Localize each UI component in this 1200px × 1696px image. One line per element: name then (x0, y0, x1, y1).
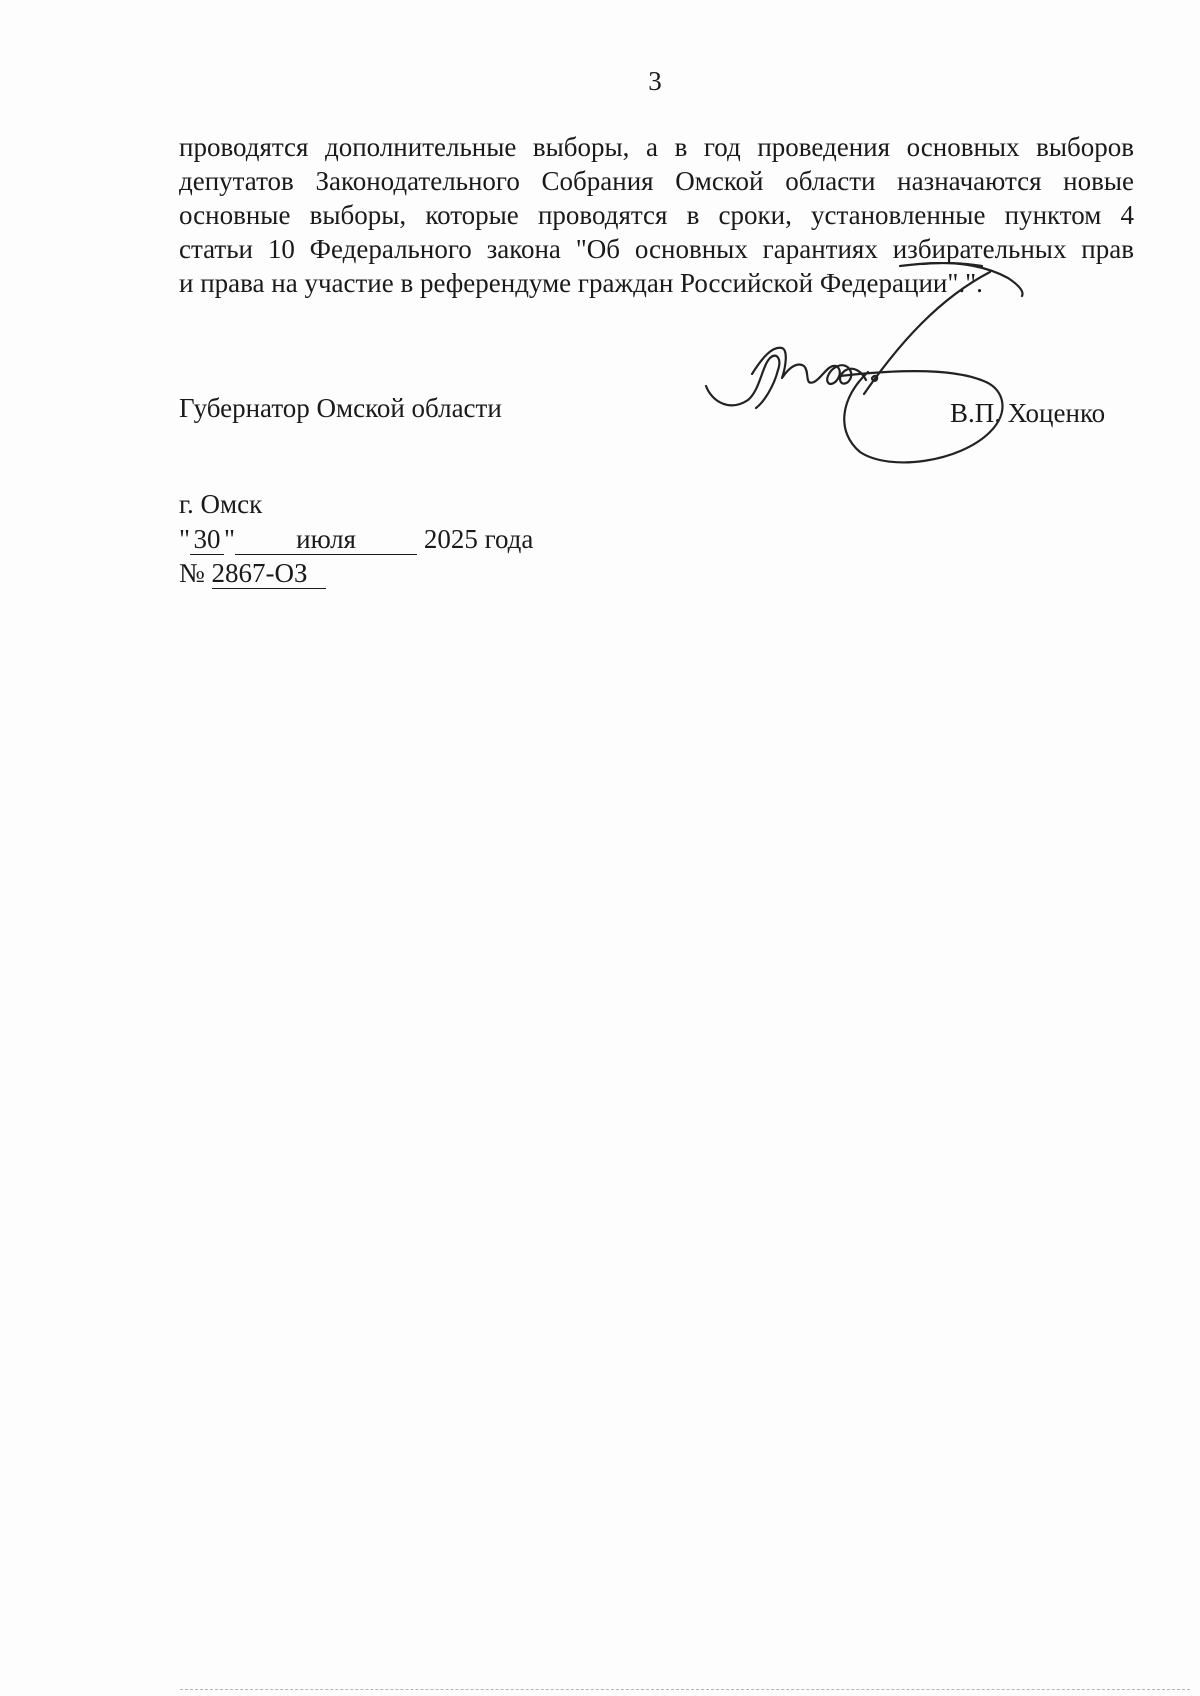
page-number: 3 (648, 66, 662, 96)
body-line-4: статьи 10 Федерального закона "Об основных гарантиях избирательных прав (179, 234, 1134, 264)
date-day: 30 (190, 524, 224, 555)
date-open-quote: " (179, 524, 191, 554)
place-of-signing: г. Омск (179, 489, 263, 519)
scan-edge-artifact (180, 1689, 1190, 1690)
body-line-2: депутатов Законодательного Собрания Омской области назначаются новые (179, 166, 1134, 196)
date-close-quote: " (224, 524, 236, 554)
law-number (179, 558, 326, 589)
signatory-name: В.П. Хоценко (950, 398, 1106, 428)
date-year: 2025 года (417, 524, 534, 554)
body-line-1: проводятся дополнительные выборы, а в год проведения основных выборов (179, 132, 1134, 162)
handwritten-signature (690, 262, 1110, 482)
body-line-5: и права на участие в референдуме граждан Российской Федерации".". (179, 268, 983, 298)
date-month: июля (235, 524, 417, 555)
signing-date (179, 524, 533, 555)
law-number-value: 2867-ОЗ (212, 558, 326, 589)
signatory-title: Губернатор Омской области (179, 393, 502, 423)
body-line-3: основные выборы, которые проводятся в сроки, установленные пунктом 4 (179, 200, 1134, 230)
number-prefix: № (179, 558, 212, 588)
